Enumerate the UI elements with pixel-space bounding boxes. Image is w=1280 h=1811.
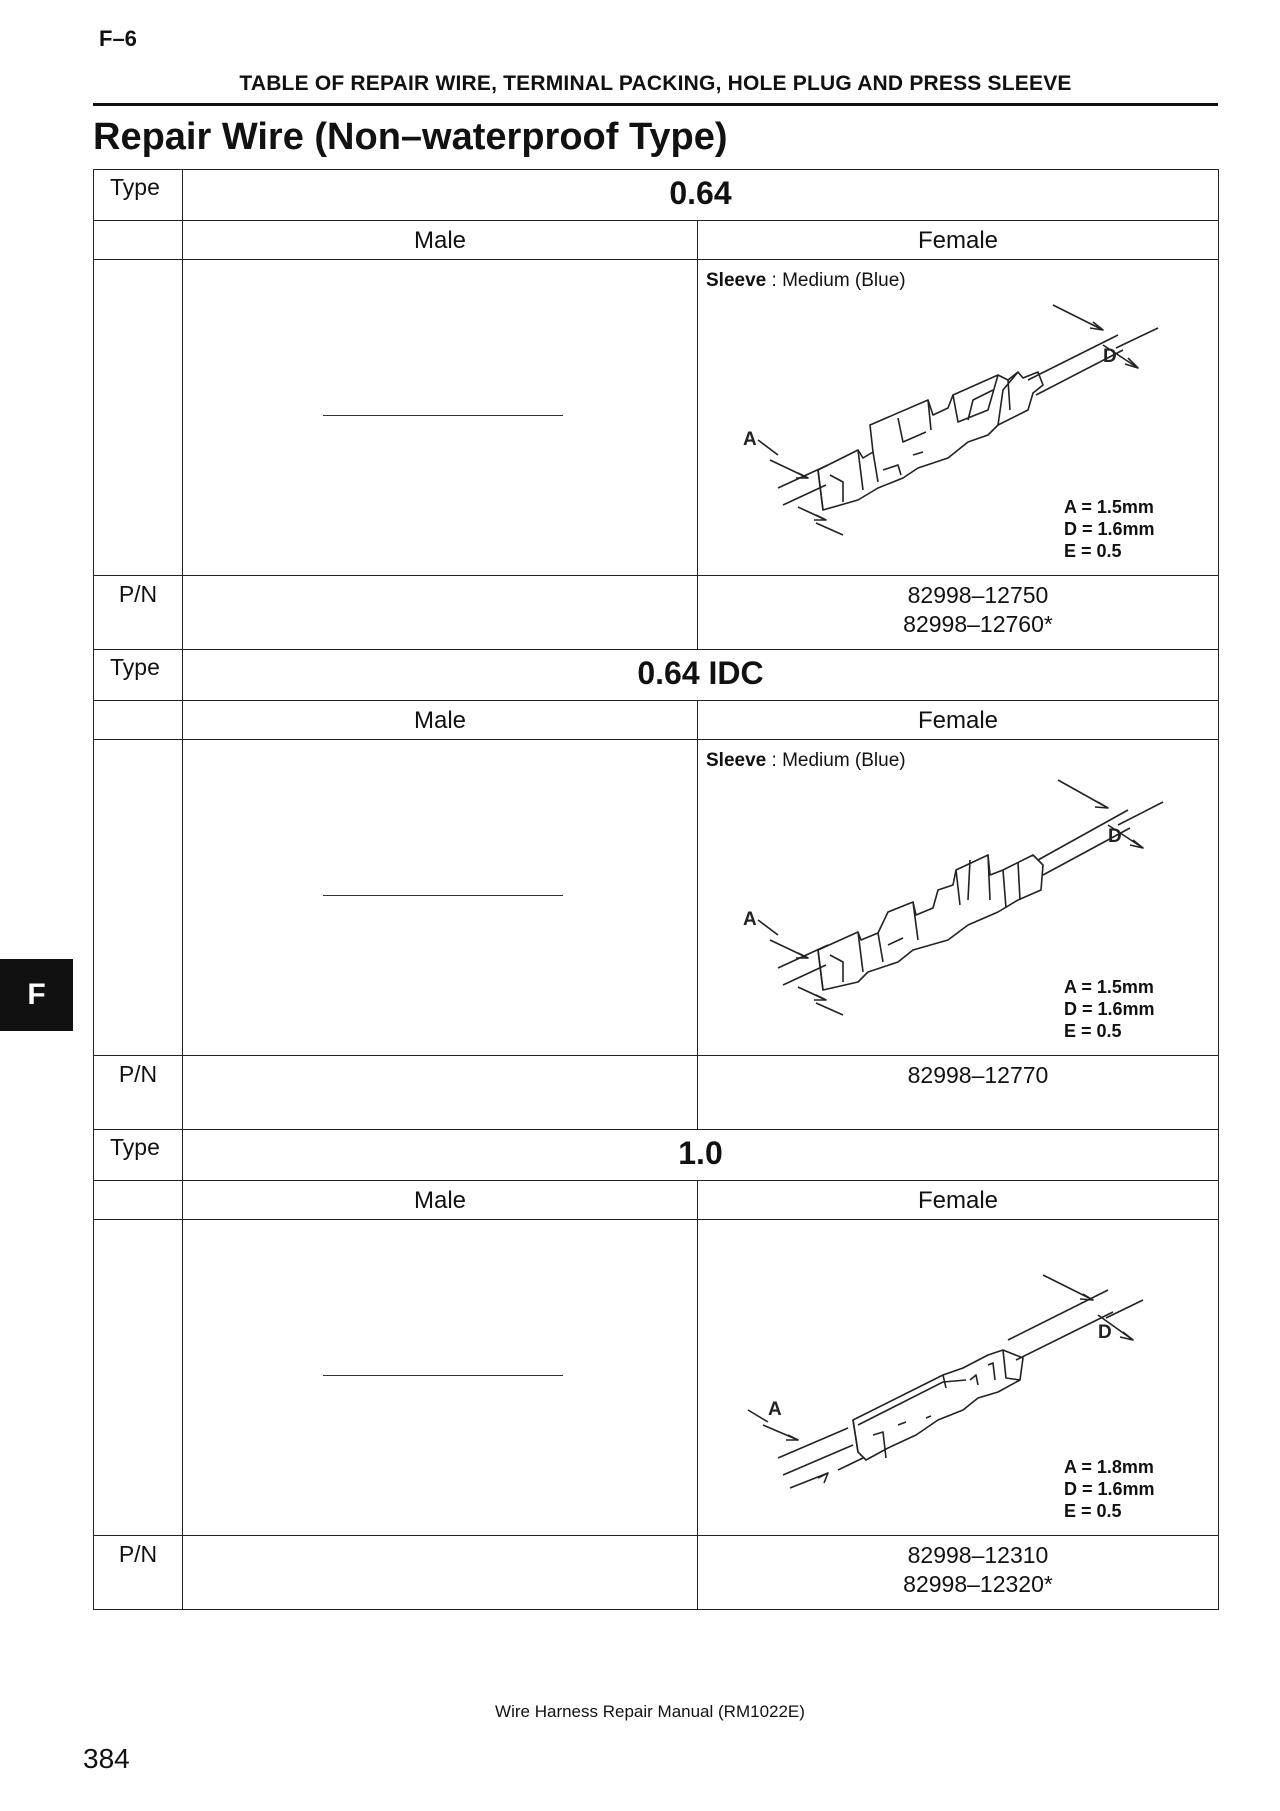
legend-a: A = 1.8mm <box>1064 1457 1154 1477</box>
pn-value: 82998–12750 <box>907 582 1049 608</box>
pn-label: P/N <box>118 1061 158 1087</box>
footer-manual-title: Wire Harness Repair Manual (RM1022E) <box>495 1702 805 1721</box>
section-tab: F <box>0 959 73 1031</box>
type-value: 0.64 <box>669 175 732 211</box>
type-value: 0.64 IDC <box>637 655 764 691</box>
male-blank-cell <box>183 1220 698 1536</box>
legend-a: A = 1.5mm <box>1064 977 1154 997</box>
male-blank-cell <box>183 260 698 576</box>
female-diagram-cell <box>698 1220 1219 1536</box>
male-label: Male <box>413 707 467 734</box>
dimension-d-label: D <box>1098 1322 1112 1343</box>
type-label-cell <box>94 170 183 221</box>
pn-value: 82998–12770 <box>907 1062 1049 1088</box>
legend-e: E = 0.5 <box>1064 1021 1122 1041</box>
part-number-row <box>94 1536 1219 1610</box>
legend-d: D = 1.6mm <box>1064 1479 1155 1499</box>
legend-e: E = 0.5 <box>1064 541 1122 561</box>
image-row <box>94 260 1219 576</box>
male-female-row <box>94 221 1219 260</box>
type-row <box>94 170 1219 221</box>
pn-label: P/N <box>118 1541 158 1567</box>
sleeve-value: : Medium (Blue) <box>766 270 906 291</box>
section-title: Repair Wire (Non–waterproof Type) <box>93 116 728 158</box>
page-number: 384 <box>83 1743 130 1774</box>
header-rule <box>93 103 1218 106</box>
legend-d: D = 1.6mm <box>1064 519 1155 539</box>
repair-wire-table <box>93 169 1219 1610</box>
pn-label: P/N <box>118 581 158 607</box>
dimension-a-label: A <box>768 1399 782 1420</box>
dimension-d-label: D <box>1108 826 1122 847</box>
sleeve-label: Sleeve <box>706 270 767 291</box>
image-row <box>94 1220 1219 1536</box>
type-label: Type <box>110 174 160 200</box>
pn-values <box>698 1536 1218 1599</box>
dimension-legend <box>1064 976 1155 1042</box>
not-applicable-dash <box>323 1375 563 1376</box>
sleeve-value: : Medium (Blue) <box>766 750 906 771</box>
type-label: Type <box>110 1134 160 1160</box>
male-female-row <box>94 701 1219 740</box>
sleeve-label: Sleeve <box>706 750 767 771</box>
legend-a: A = 1.5mm <box>1064 497 1154 517</box>
male-label: Male <box>413 1187 467 1214</box>
female-label: Female <box>917 707 999 734</box>
not-applicable-dash <box>323 895 563 896</box>
legend-d: D = 1.6mm <box>1064 999 1155 1019</box>
male-label: Male <box>413 227 467 254</box>
type-row <box>94 1130 1219 1181</box>
female-label: Female <box>917 1187 999 1214</box>
pn-values <box>698 1056 1218 1090</box>
type-label: Type <box>110 654 160 680</box>
female-diagram-cell <box>698 260 1219 576</box>
dimension-a-label: A <box>743 429 757 450</box>
pn-value: 82998–12310 <box>907 1542 1049 1568</box>
header-title: TABLE OF REPAIR WIRE, TERMINAL PACKING, HOLE PLUG AND PRESS SLEEVE <box>239 72 1072 95</box>
dimension-d-label: D <box>1103 346 1117 367</box>
male-blank-cell <box>183 740 698 1056</box>
pn-values <box>698 576 1218 639</box>
type-value-cell <box>183 170 1219 221</box>
image-row <box>94 740 1219 1056</box>
female-diagram-cell <box>698 740 1219 1056</box>
dimension-legend <box>1064 1456 1155 1522</box>
pn-value: 82998–12320* <box>903 1571 1053 1597</box>
page-code: F–6 <box>99 26 137 51</box>
type-value: 1.0 <box>678 1135 723 1171</box>
type-row <box>94 650 1219 701</box>
not-applicable-dash <box>323 415 563 416</box>
pn-value: 82998–12760* <box>903 611 1053 637</box>
part-number-row <box>94 1056 1219 1130</box>
legend-e: E = 0.5 <box>1064 1501 1122 1521</box>
dimension-legend <box>1064 496 1155 562</box>
female-label: Female <box>917 227 999 254</box>
male-female-row <box>94 1181 1219 1220</box>
dimension-a-label: A <box>743 909 757 930</box>
part-number-row <box>94 576 1219 650</box>
